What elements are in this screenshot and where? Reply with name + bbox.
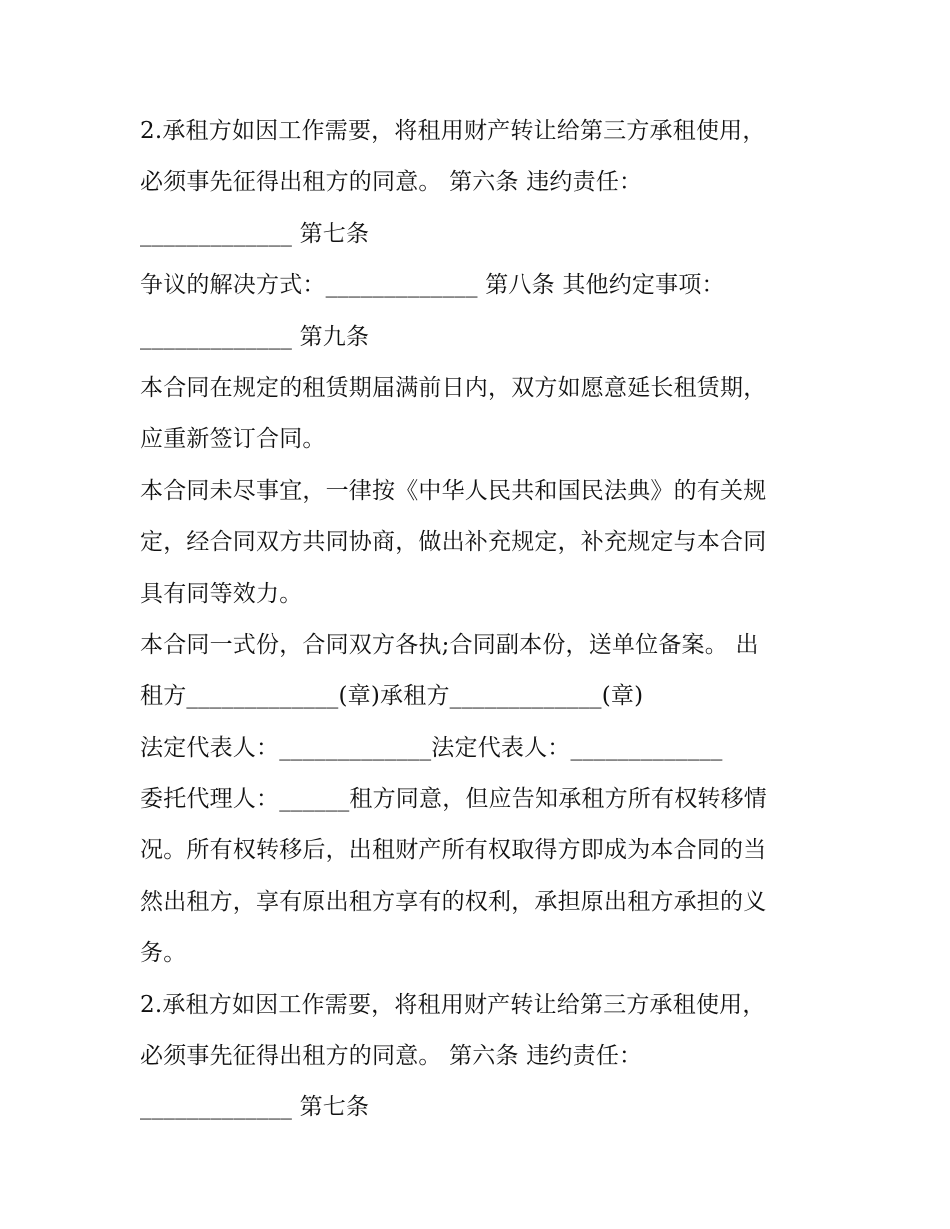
text-line: 务。: [140, 940, 187, 967]
text-line: 应重新签订合同。: [140, 426, 326, 453]
text-line: 本合同在规定的租赁期届满前日内，双方如愿意延长租赁期，: [140, 374, 767, 401]
text-line: _____________ 第七条: [140, 1094, 370, 1121]
text-line: 必须事先征得出租方的同意。 第六条 违约责任：: [140, 169, 643, 196]
text-line: 2.承租方如因工作需要，将租用财产转让给第三方承租使用，: [140, 118, 766, 144]
text-line: 然出租方，享有原出租方享有的权利，承担原出租方承担的义: [140, 888, 767, 915]
text-line: 本合同一式份，合同双方各执;合同副本份，送单位备案。 出: [140, 631, 759, 658]
text-line: _____________ 第九条: [140, 323, 370, 350]
text-line: 定，经合同双方共同协商，做出补充规定，补充规定与本合同: [140, 529, 767, 556]
text-line: 法定代表人：_____________法定代表人：_____________: [140, 734, 723, 761]
text-line: 具有同等效力。: [140, 580, 303, 607]
text-line: 租方_____________(章)承租方_____________(章): [140, 683, 644, 710]
text-line: 争议的解决方式：_____________ 第八条 其他约定事项：: [140, 272, 725, 299]
document-body: [140, 106, 820, 1134]
text-line: 况。所有权转移后，出租财产所有权取得方即成为本合同的当: [140, 837, 767, 864]
text-line: 必须事先征得出租方的同意。 第六条 违约责任：: [140, 1043, 643, 1070]
text-line: 委托代理人：______租方同意，但应告知承租方所有权转移情: [140, 786, 767, 813]
text-line: _____________ 第七条: [140, 220, 370, 247]
text-line: 本合同未尽事宜，一律按《中华人民共和国民法典》的有关规: [140, 477, 767, 504]
text-line: 2.承租方如因工作需要，将租用财产转让给第三方承租使用，: [140, 991, 766, 1018]
